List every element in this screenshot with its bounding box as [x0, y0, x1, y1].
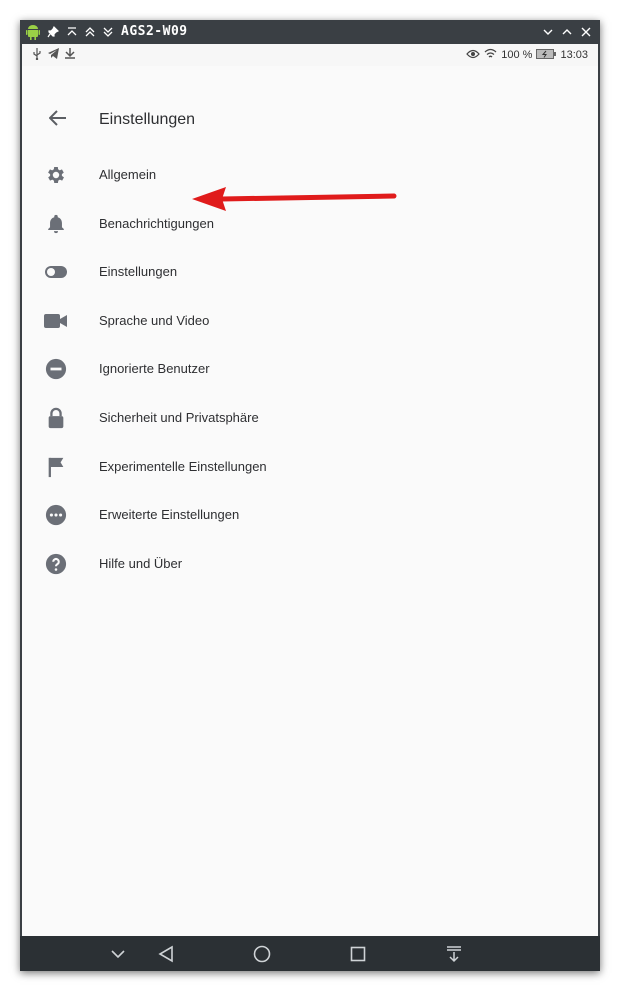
- app-screen: [22, 44, 598, 936]
- navigation-bar: [20, 936, 600, 971]
- minus-circle-icon: [44, 357, 68, 381]
- double-up-icon[interactable]: [84, 24, 96, 40]
- app-bar: [22, 92, 598, 148]
- dropdown-icon[interactable]: [442, 942, 466, 966]
- menu-item-ignorierte-benutzer[interactable]: [22, 345, 598, 394]
- lock-icon: [44, 406, 68, 430]
- chevron-up-icon[interactable]: [561, 24, 573, 40]
- menu-item-label: Einstellungen: [99, 264, 178, 280]
- settings-menu: [22, 151, 598, 588]
- menu-item-label: Hilfe und Über: [99, 555, 183, 571]
- battery-icon: [536, 49, 556, 62]
- menu-item-einstellungen[interactable]: [22, 248, 598, 297]
- status-bar: [22, 44, 598, 66]
- android-icon: [26, 24, 40, 40]
- menu-item-experimentelle[interactable]: [22, 443, 598, 492]
- battery-percent: 100 %: [501, 49, 533, 61]
- usb-icon: [32, 48, 42, 63]
- menu-item-sprache-video[interactable]: [22, 297, 598, 346]
- window-titlebar: [20, 20, 600, 44]
- pin-icon[interactable]: [47, 24, 59, 40]
- home-circle-icon[interactable]: [250, 942, 274, 966]
- recents-square-icon[interactable]: [346, 942, 370, 966]
- menu-item-label: Sicherheit und Privatsphäre: [99, 409, 259, 425]
- clock: 13:03: [560, 49, 588, 61]
- chevron-down-icon[interactable]: [542, 24, 554, 40]
- menu-item-sicherheit[interactable]: [22, 394, 598, 443]
- window-title: AGS2-W09: [121, 24, 188, 39]
- back-button[interactable]: [44, 106, 72, 134]
- download-icon: [65, 48, 75, 63]
- close-icon[interactable]: [580, 24, 592, 40]
- menu-item-label: Allgemein: [99, 167, 157, 182]
- page-title: Einstellungen: [99, 111, 196, 128]
- flag-icon: [44, 455, 68, 479]
- collapse-top-icon[interactable]: [66, 24, 78, 40]
- menu-item-erweiterte[interactable]: [22, 491, 598, 540]
- double-down-icon[interactable]: [102, 24, 114, 40]
- eye-icon: [466, 49, 480, 62]
- menu-item-hilfe[interactable]: [22, 540, 598, 589]
- annotation-arrow: [192, 184, 402, 214]
- toggle-icon: [44, 260, 68, 284]
- menu-item-label: Sprache und Video: [99, 312, 210, 328]
- arrow-left-icon: [49, 110, 67, 131]
- menu-item-label: Benachrichtigungen: [99, 215, 214, 231]
- help-circle-icon: [44, 552, 68, 576]
- bell-icon: [44, 212, 68, 236]
- menu-item-label: Erweiterte Einstellungen: [99, 507, 240, 523]
- device-frame: [20, 20, 600, 971]
- wifi-icon: [484, 48, 497, 62]
- more-circle-icon: [44, 503, 68, 527]
- video-camera-icon: [44, 309, 68, 333]
- telegram-icon: [48, 48, 59, 63]
- menu-item-label: Ignorierte Benutzer: [99, 361, 210, 377]
- chevron-down-icon[interactable]: [106, 942, 130, 966]
- menu-item-label: Experimentelle Einstellungen: [99, 458, 267, 474]
- gear-icon: [44, 163, 68, 187]
- back-triangle-icon[interactable]: [154, 942, 178, 966]
